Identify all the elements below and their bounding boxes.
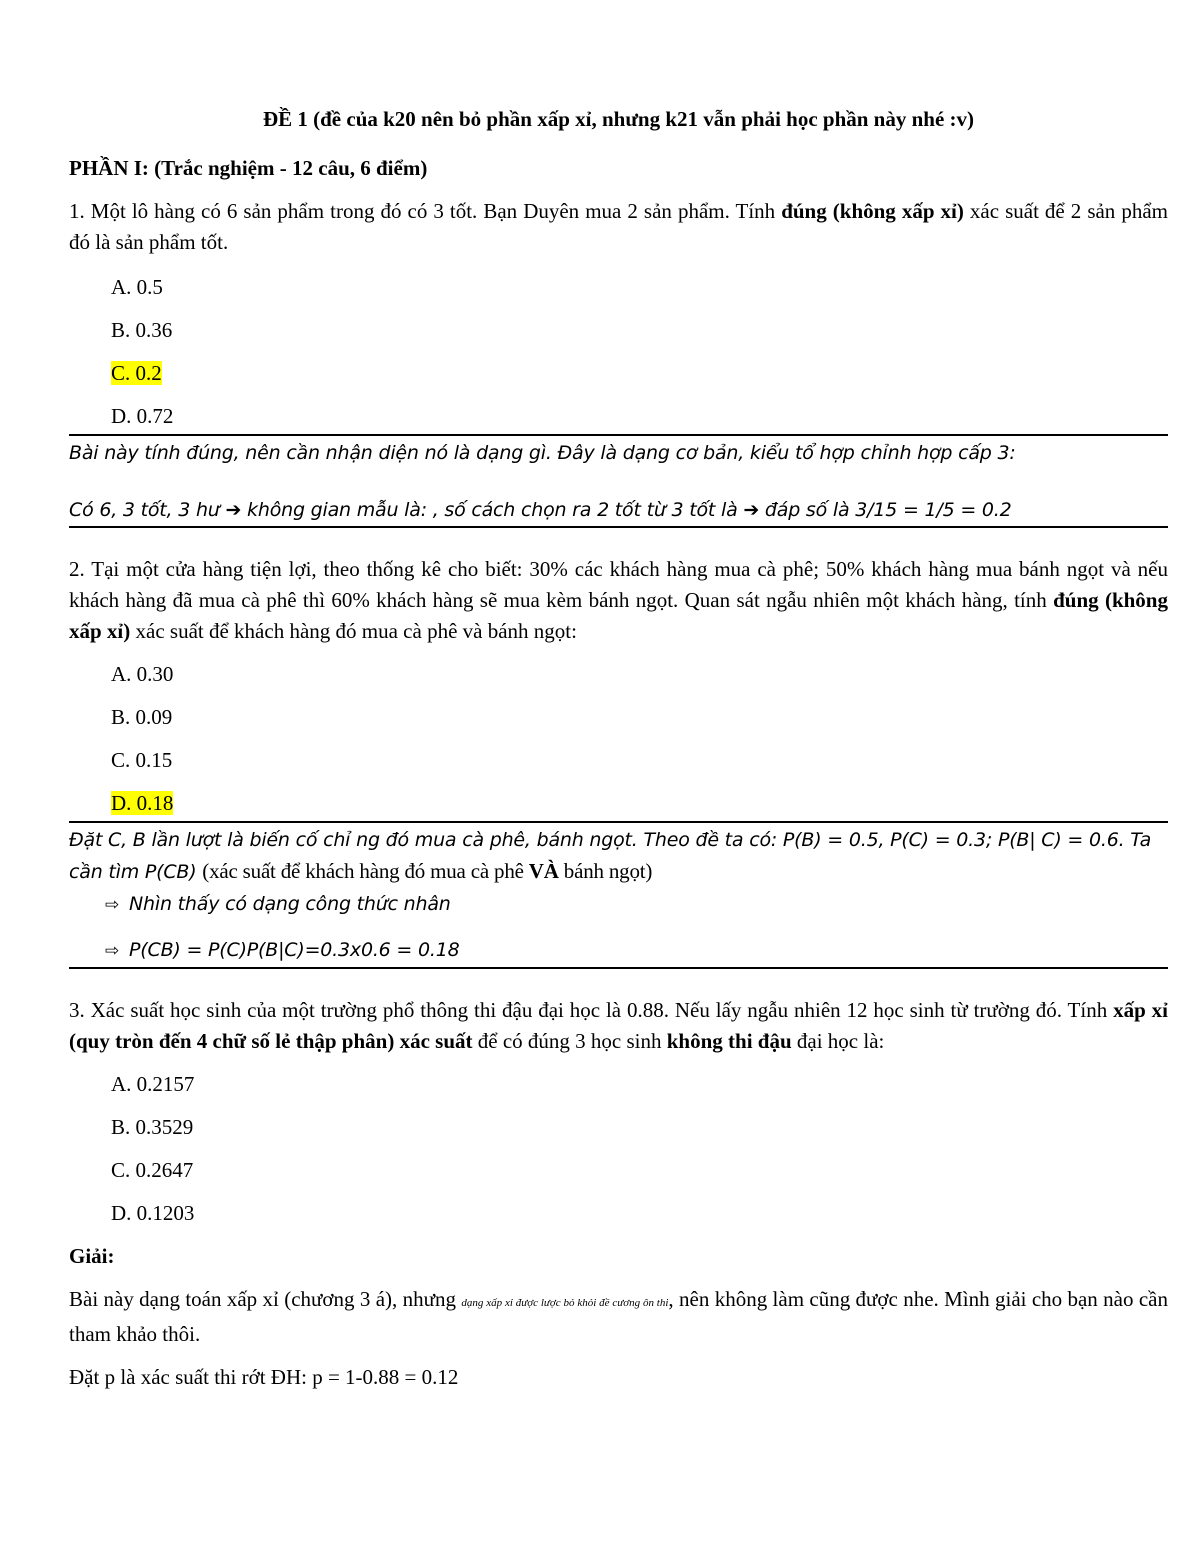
- question-2: [69, 554, 1168, 647]
- question-3-emphasis-2: không thi đậu: [666, 1029, 792, 1053]
- q2-note-arrow-2: ⇨ P(CB) = P(C)P(B|C)=0.3x0.6 = 0.18: [105, 939, 460, 961]
- solution-paragraph: Bài này dạng toán xấp xỉ (chương 3 á), nhưng dạng xấp xỉ được lược bỏ khỏi đề cương ôn thi, nên không làm cũng được nhe. Mình giải cho bạn nào cần tham khảo thôi.: [69, 1287, 1168, 1346]
- q2-option-b: B. 0.09: [111, 705, 173, 729]
- q3-option-c: C. 0.2647: [111, 1158, 194, 1182]
- question-1: [69, 196, 1168, 258]
- right-arrow-icon: ⇨: [105, 941, 120, 961]
- question-3: 3. Xác suất học sinh của một trường phổ thông thi đậu đại học là 0.88. Nếu lấy ngẫu nhiên 12 học sinh từ trường đó. Tính xấp xỉ (quy tròn đến 4 chữ số lẻ thập phân) xác suất để có đúng 3 học sinh không thi đậu đại học là:: [69, 998, 1168, 1053]
- q1-option-d: D. 0.72: [111, 404, 174, 428]
- q1-option-b: B. 0.36: [111, 318, 173, 342]
- question-1-text-end: xác suất để 2 sản phẩm đó là sản phẩm tốt.: [69, 199, 1168, 254]
- q3-option-b: B. 0.3529: [111, 1115, 194, 1139]
- q1-option-c-correct: C. 0.2: [111, 361, 162, 385]
- question-2-text-end: xác suất để khách hàng đó mua cà phê và bánh ngọt:: [130, 619, 577, 643]
- question-2-emphasis: đúng (không xấp xỉ): [69, 588, 1168, 643]
- q3-option-d: D. 0.1203: [111, 1201, 195, 1225]
- q2-note-arrow-1: ⇨ Nhìn thấy có dạng công thức nhân: [105, 893, 451, 915]
- q1-note-1: Bài này tính đúng, nên cần nhận diện nó là dạng gì. Đây là dạng cơ bản, kiểu tổ hợp chỉnh hợp cấp 3:: [69, 442, 1016, 464]
- arrow-icon: ➔: [225, 499, 242, 521]
- q2-option-c: C. 0.15: [111, 748, 173, 772]
- question-1-text: 1. Một lô hàng có 6 sản phẩm trong đó có 3 tốt. Bạn Duyên mua 2 sản phẩm. Tính: [69, 199, 782, 223]
- q2-explanation: [69, 823, 1168, 967]
- q2-option-d-correct: D. 0.18: [111, 791, 174, 815]
- question-2-text: 2. Tại một cửa hàng tiện lợi, theo thống kê cho biết: 30% các khách hàng mua cà phê; 50% khách hàng mua bánh ngọt và nếu khách hàng đã mua cà phê thì 60% khách hàng sẽ mua kèm bánh ngọt. Quan sát ngẫu nhiên một khách hàng, tính: [69, 557, 1168, 612]
- arrow-icon: ➔: [743, 499, 760, 521]
- right-arrow-icon: ⇨: [105, 895, 120, 915]
- small-note: dạng xấp xỉ được lược bỏ khỏi đề cương ôn thi: [461, 1297, 669, 1309]
- solution-label: Giải:: [69, 1244, 115, 1268]
- q1-option-a: A. 0.5: [111, 275, 163, 299]
- document-page: [69, 100, 1168, 1393]
- solution-step: Đặt p là xác suất thi rớt ĐH: p = 1-0.88 = 0.12: [69, 1365, 459, 1389]
- question-1-emphasis: đúng (không xấp xỉ): [781, 199, 964, 223]
- exam-title: ĐỀ 1 (đề của k20 nên bỏ phần xấp xỉ, nhưng k21 vẫn phải học phần này nhé :v): [262, 107, 975, 131]
- question-3-text: 3. Xác suất học sinh của một trường phổ thông thi đậu đại học là 0.88. Nếu lấy ngẫu nhiên 12 học sinh từ trường đó. Tính: [69, 998, 1114, 1022]
- question-3-emphasis: xấp xỉ (quy tròn đến 4 chữ số lẻ thập phân) xác suất: [69, 998, 1168, 1053]
- q1-note-2: Có 6, 3 tốt, 3 hư ➔ không gian mẫu là: , số cách chọn ra 2 tốt từ 3 tốt là ➔ đáp số là 3/15 = 1/5 = 0.2: [69, 499, 1012, 521]
- q1-explanation: [69, 436, 1168, 526]
- q3-option-a: A. 0.2157: [111, 1072, 195, 1096]
- q2-note-1: Đặt C, B lần lượt là biến cố chỉ ng đó mua cà phê, bánh ngọt. Theo đề ta có: P(B) = 0.5, P(C) = 0.3; P(B| C) = 0.6. Ta cần tìm P(CB) (xác suất để khách hàng đó mua cà phê VÀ bánh ngọt): [69, 829, 1152, 883]
- q2-option-a: A. 0.30: [111, 662, 174, 686]
- section-heading: PHẦN I: (Trắc nghiệm - 12 câu, 6 điểm): [69, 156, 428, 180]
